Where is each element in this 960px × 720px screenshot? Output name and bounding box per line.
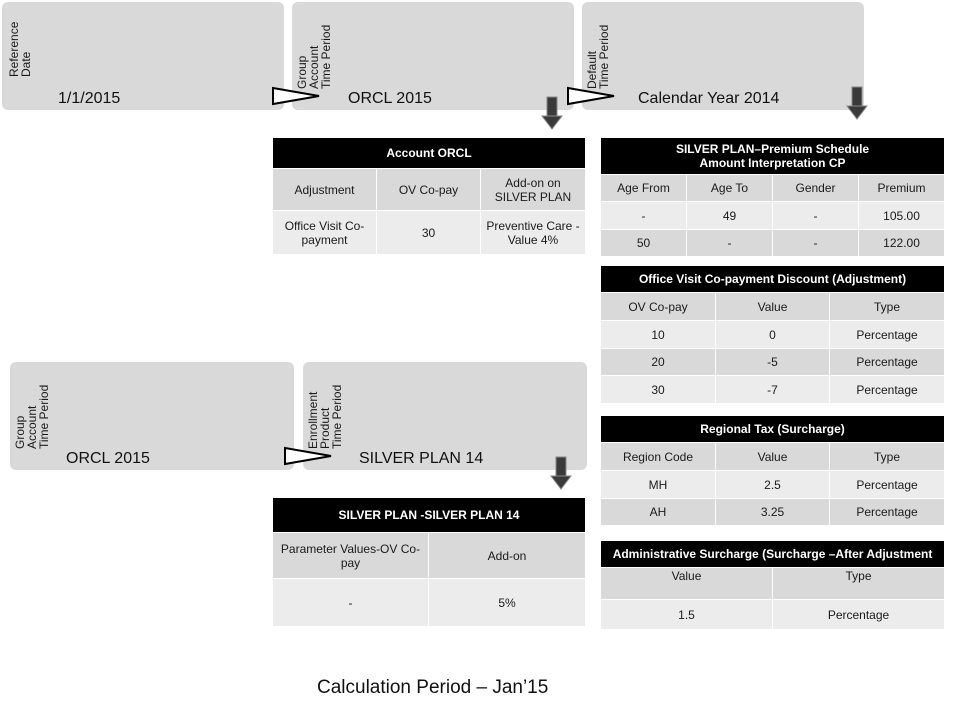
enrollment-product-value: SILVER PLAN 14 (359, 450, 484, 467)
label-line: Time Period (330, 384, 344, 449)
label-line: Date (19, 51, 33, 77)
right-arrow-icon (271, 86, 321, 106)
column-header: Gender (773, 175, 859, 202)
administrative-surcharge-table (600, 540, 945, 630)
table-cell: 30 (601, 376, 716, 404)
silver-plan-14-table (272, 497, 586, 627)
column-header: Add-on (429, 533, 586, 579)
table-cell: 0 (716, 321, 830, 349)
label-line: Reference (7, 21, 21, 77)
box-label (14, 367, 50, 449)
regional-tax-table (600, 415, 945, 526)
table-cell: Percentage (773, 600, 945, 630)
column-header: Type (830, 293, 945, 321)
label-line: Time Period (597, 24, 611, 89)
table-title: SILVER PLAN -SILVER PLAN 14 (273, 498, 586, 533)
table-cell: Percentage (830, 499, 945, 526)
ov-copay-discount-table (600, 265, 945, 404)
column-header: Value (601, 568, 773, 600)
table-cell: 49 (687, 202, 773, 230)
down-arrow-icon (846, 86, 868, 120)
label-line: Time Period (37, 384, 51, 449)
column-header: OV Co-pay (601, 293, 716, 321)
table-cell: AH (601, 499, 716, 526)
table-title: Regional Tax (Surcharge) (601, 416, 945, 443)
table-title (601, 138, 945, 175)
table-cell: Percentage (830, 349, 945, 376)
table-cell: 5% (429, 579, 586, 627)
group-account-time-period-box (292, 2, 574, 110)
box-label (307, 367, 343, 449)
reference-date-value: 1/1/2015 (58, 90, 121, 107)
table-cell: - (773, 202, 859, 230)
table-cell: 50 (601, 230, 687, 257)
column-header: Age From (601, 175, 687, 202)
table-cell: 10 (601, 321, 716, 349)
box-label (296, 7, 332, 89)
reference-date-box (2, 2, 284, 110)
label-line: Time Period (319, 24, 333, 89)
table-cell: Percentage (830, 471, 945, 499)
table-title: Administrative Surcharge (Surcharge –After Adjustment (601, 541, 945, 568)
column-header: Premium (859, 175, 945, 202)
table-cell: 3.25 (716, 499, 830, 526)
table-cell: 2.5 (716, 471, 830, 499)
table-title-line: SILVER PLAN–Premium Schedule (675, 142, 870, 156)
group-account-value: ORCL 2015 (348, 90, 432, 107)
label-line: Group (295, 55, 309, 89)
down-arrow-icon (541, 96, 563, 130)
table-title: Office Visit Co-payment Discount (Adjustment) (601, 266, 945, 293)
table-cell: 30 (377, 211, 481, 255)
table-cell: - (773, 230, 859, 257)
column-header: Value (716, 293, 830, 321)
column-header: Add-on on SILVER PLAN (481, 169, 586, 211)
label-line: Account (25, 405, 39, 449)
table-title: Account ORCL (273, 138, 586, 169)
table-cell: -5 (716, 349, 830, 376)
table-cell: Office Visit Co-payment (273, 211, 377, 255)
label-line: Default (585, 50, 599, 89)
label-line: Enrollment (306, 391, 320, 449)
account-orcl-table (272, 137, 586, 255)
column-header: Value (716, 443, 830, 471)
table-cell: - (601, 202, 687, 230)
default-time-period-box (582, 2, 864, 110)
column-header: Type (773, 568, 945, 600)
table-cell: -7 (716, 376, 830, 404)
label-line: Account (307, 45, 321, 89)
label-line: Group (13, 415, 27, 449)
column-header: Region Code (601, 443, 716, 471)
table-cell: MH (601, 471, 716, 499)
enrollment-product-time-period-box (303, 362, 587, 470)
down-arrow-icon (550, 456, 572, 490)
table-cell: 105.00 (859, 202, 945, 230)
table-cell: 20 (601, 349, 716, 376)
column-header: Type (830, 443, 945, 471)
group-account-value-2: ORCL 2015 (66, 450, 150, 467)
premium-schedule-table (600, 137, 945, 257)
box-label (8, 7, 32, 77)
table-title-line: Amount Interpretation CP (699, 156, 846, 170)
calculation-period-caption: Calculation Period – Jan’15 (317, 677, 549, 698)
column-header: Adjustment (273, 169, 377, 211)
table-cell: Preventive Care - Value 4% (481, 211, 586, 255)
table-cell: Percentage (830, 376, 945, 404)
column-header: OV Co-pay (377, 169, 481, 211)
table-cell: 122.00 (859, 230, 945, 257)
group-account-time-period-box-2 (10, 362, 294, 470)
default-time-period-value: Calendar Year 2014 (638, 90, 780, 107)
right-arrow-icon (283, 446, 333, 466)
table-cell: - (273, 579, 429, 627)
table-cell: - (687, 230, 773, 257)
table-cell: 1.5 (601, 600, 773, 630)
column-header: Parameter Values-OV Co-pay (273, 533, 429, 579)
column-header: Age To (687, 175, 773, 202)
label-line: Product (318, 407, 332, 449)
right-arrow-icon (566, 86, 616, 106)
box-label (586, 7, 610, 89)
table-cell: Percentage (830, 321, 945, 349)
